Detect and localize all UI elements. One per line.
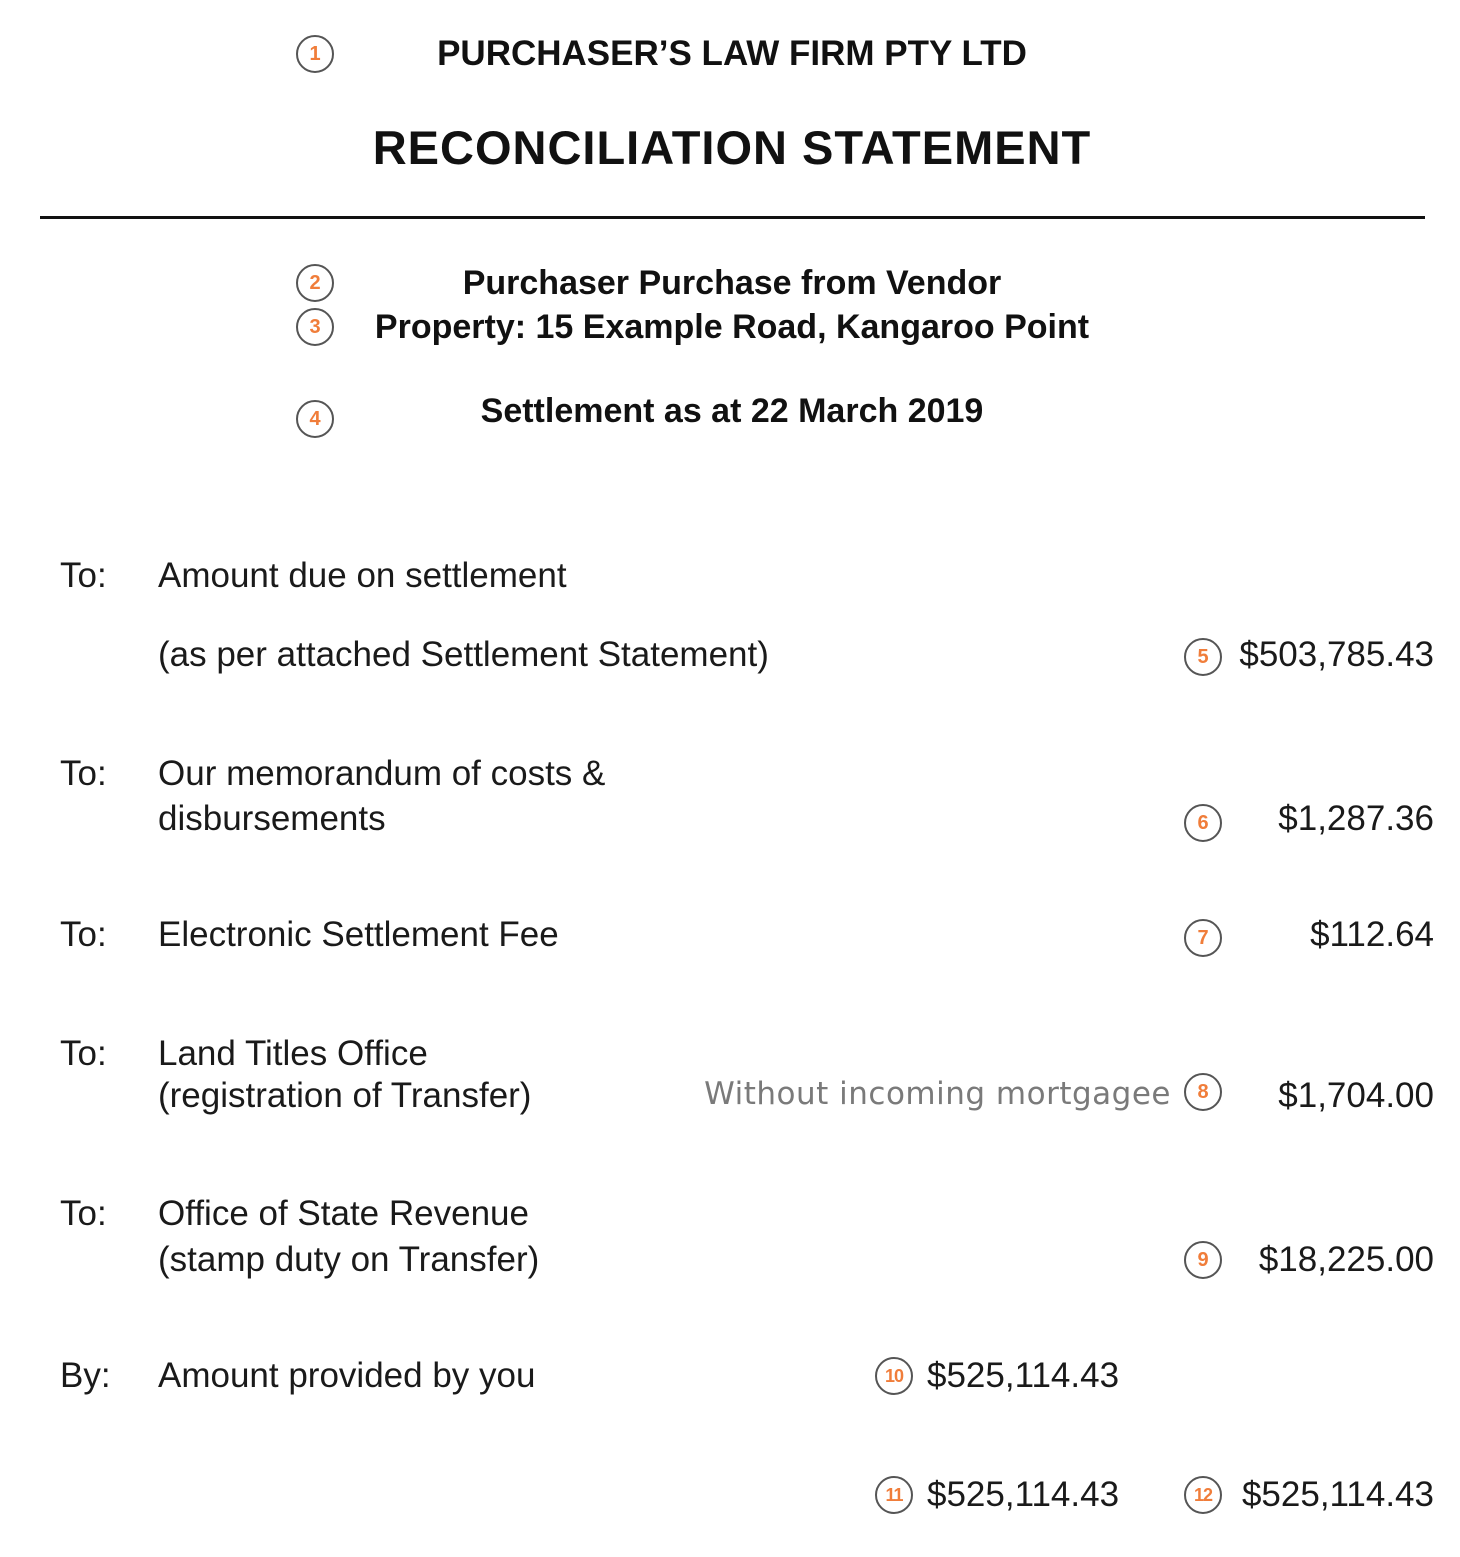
item-prefix: By: [60, 1356, 111, 1395]
item-amount: $1,287.36 [1278, 799, 1434, 838]
item-amount: $503,785.43 [1239, 635, 1434, 674]
item-description: Office of State Revenue [158, 1194, 529, 1233]
firm-name: PURCHASER’S LAW FIRM PTY LTD [437, 34, 1027, 73]
to-total-amount: $525,114.43 [1241, 1475, 1434, 1514]
annotation-marker-8: 8 [1184, 1073, 1222, 1111]
item-prefix: To: [60, 1194, 107, 1233]
header-divider [40, 216, 1425, 219]
property-line: Property: 15 Example Road, Kangaroo Point [374, 308, 1090, 346]
item-description: Amount provided by you [158, 1356, 536, 1395]
item-description: Our memorandum of costs & [158, 754, 606, 793]
item-amount: $1,704.00 [1278, 1076, 1434, 1115]
annotation-marker-11: 11 [875, 1476, 913, 1514]
annotation-marker-10: 10 [875, 1357, 913, 1395]
annotation-marker-12: 12 [1184, 1476, 1222, 1514]
by-total-amount: $525,114.43 [927, 1475, 1120, 1514]
item-amount: $18,225.00 [1258, 1240, 1434, 1279]
annotation-marker-6: 6 [1184, 804, 1222, 842]
annotation-marker-5: 5 [1184, 638, 1222, 676]
item-description-detail: (as per attached Settlement Statement) [158, 635, 769, 674]
annotation-marker-3: 3 [296, 308, 334, 346]
annotation-marker-2: 2 [296, 264, 334, 302]
item-amount: $112.64 [1310, 915, 1434, 954]
annotation-marker-1: 1 [296, 35, 334, 73]
item-description: Amount due on settlement [158, 556, 567, 595]
item-description-detail: (stamp duty on Transfer) [158, 1240, 540, 1279]
item-prefix: To: [60, 556, 107, 595]
item-description-detail: (registration of Transfer) [158, 1076, 532, 1115]
annotation-marker-7: 7 [1184, 919, 1222, 957]
item-description: Electronic Settlement Fee [158, 915, 559, 954]
item-description-detail: disbursements [158, 799, 386, 838]
item-prefix: To: [60, 754, 107, 793]
annotation-marker-4: 4 [296, 400, 334, 438]
parties-line: Purchaser Purchase from Vendor [462, 264, 1002, 302]
annotation-marker-9: 9 [1184, 1241, 1222, 1279]
item-prefix: To: [60, 915, 107, 954]
item-description: Land Titles Office [158, 1034, 428, 1073]
settlement-date: Settlement as at 22 March 2019 [480, 392, 984, 430]
mortgagee-note: Without incoming mortgagee [704, 1076, 1171, 1112]
item-amount: $525,114.43 [927, 1356, 1120, 1395]
document-title: RECONCILIATION STATEMENT [372, 121, 1092, 174]
item-prefix: To: [60, 1034, 107, 1073]
